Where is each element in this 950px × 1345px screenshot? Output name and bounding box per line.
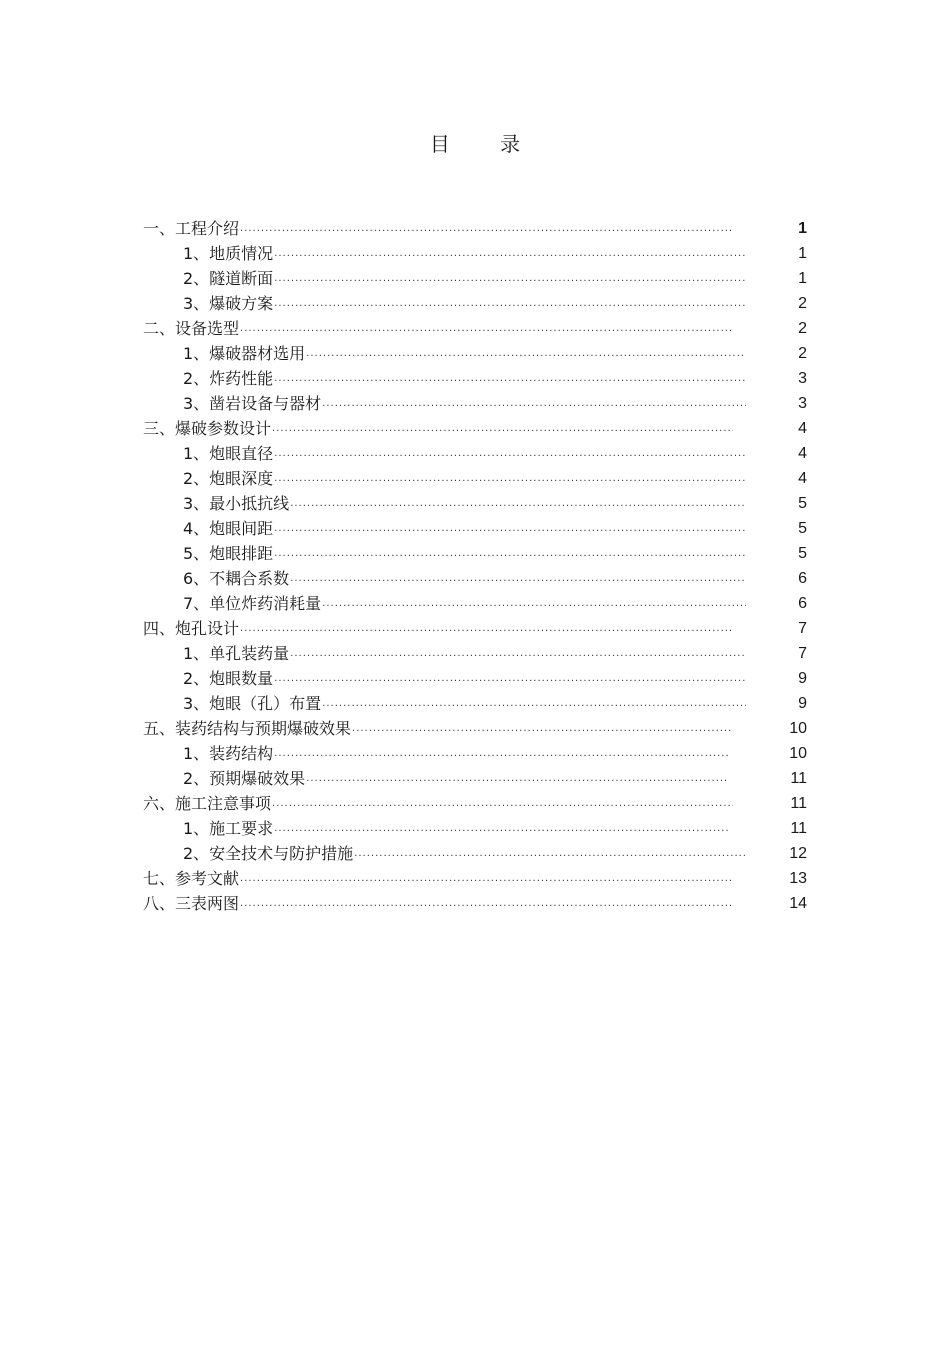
toc-subsection[interactable] — [143, 766, 813, 791]
toc-entry — [183, 366, 746, 394]
toc-label: 五、装药结构与预期爆破效果 — [143, 719, 352, 738]
toc-entry — [183, 266, 746, 294]
page-title: 目 录 — [429, 132, 543, 156]
toc-subsection[interactable] — [143, 591, 813, 616]
toc-label: 1、单孔装药量 — [183, 644, 290, 663]
toc-label: 2、炮眼深度 — [183, 469, 274, 488]
toc-page-number: 2 — [798, 295, 807, 312]
toc-page-number: 7 — [798, 645, 807, 662]
toc-subsection[interactable] — [143, 816, 813, 841]
toc-page-number: 2 — [798, 345, 807, 362]
toc-label: 2、安全技术与防护措施 — [183, 844, 354, 863]
toc-page-number: 10 — [789, 745, 807, 762]
toc-entry — [143, 616, 733, 644]
toc-page-number: 11 — [790, 820, 807, 837]
toc-entry — [143, 791, 733, 819]
toc-label: 一、工程介绍 — [143, 219, 240, 238]
toc-page-number: 5 — [798, 545, 807, 562]
toc-entry — [183, 241, 746, 269]
toc-page-number: 9 — [798, 695, 807, 712]
toc-subsection[interactable] — [143, 341, 813, 366]
toc-label: 1、爆破器材选用 — [183, 344, 306, 363]
toc-subsection[interactable] — [143, 566, 813, 591]
toc-section[interactable] — [143, 891, 813, 916]
toc-entry — [183, 491, 746, 519]
toc-subsection[interactable] — [143, 841, 813, 866]
toc-subsection[interactable] — [143, 541, 813, 566]
toc-entry — [143, 891, 733, 919]
toc-page-number: 2 — [798, 320, 807, 337]
toc-entry — [183, 291, 746, 319]
toc-subsection[interactable] — [143, 266, 813, 291]
toc-page-number: 14 — [789, 895, 807, 912]
toc-subsection[interactable] — [143, 391, 813, 416]
toc-subsection[interactable] — [143, 291, 813, 316]
toc-section[interactable] — [143, 866, 813, 891]
toc-label: 3、爆破方案 — [183, 294, 274, 313]
toc-label: 2、炮眼数量 — [183, 669, 274, 688]
toc-page-number: 11 — [790, 770, 807, 787]
toc-page-number: 7 — [798, 620, 807, 637]
toc-entry — [183, 641, 746, 669]
toc-entry — [143, 416, 733, 444]
toc-page-number: 3 — [798, 370, 807, 387]
toc-page-number: 6 — [798, 595, 807, 612]
toc-page-number: 1 — [798, 220, 807, 237]
toc-label: 七、参考文献 — [143, 869, 240, 888]
toc-label: 3、炮眼（孔）布置 — [183, 694, 322, 713]
toc-entry — [183, 566, 746, 594]
toc-entry — [183, 741, 728, 769]
toc-section[interactable] — [143, 791, 813, 816]
toc-entry — [183, 841, 746, 869]
toc-subsection[interactable] — [143, 466, 813, 491]
toc-section[interactable] — [143, 316, 813, 341]
toc-subsection[interactable] — [143, 691, 813, 716]
toc-subsection[interactable] — [143, 441, 813, 466]
toc-entry — [183, 391, 746, 419]
toc-label: 八、三表两图 — [143, 894, 240, 913]
toc-page-number: 1 — [798, 270, 807, 287]
toc-page-number: 4 — [798, 420, 807, 437]
toc-entry — [143, 216, 733, 244]
toc-page-number: 11 — [790, 795, 807, 812]
toc-label: 3、凿岩设备与器材 — [183, 394, 322, 413]
toc-label: 三、爆破参数设计 — [143, 419, 272, 438]
toc-section[interactable] — [143, 616, 813, 641]
toc-label: 1、地质情况 — [183, 244, 274, 263]
toc-entry — [183, 541, 746, 569]
toc-label: 4、炮眼间距 — [183, 519, 274, 538]
toc-label: 二、设备选型 — [143, 319, 240, 338]
toc-label: 2、预期爆破效果 — [183, 769, 306, 788]
toc-label: 7、单位炸药消耗量 — [183, 594, 322, 613]
toc-entry — [183, 441, 746, 469]
toc-subsection[interactable] — [143, 491, 813, 516]
toc-entry — [143, 316, 733, 344]
toc-page-number: 6 — [798, 570, 807, 587]
toc-entry — [183, 591, 746, 619]
toc-page-number: 4 — [798, 470, 807, 487]
toc-subsection[interactable] — [143, 241, 813, 266]
toc-section[interactable] — [143, 416, 813, 441]
toc-leader-dots — [240, 894, 733, 919]
toc-label: 1、炮眼直径 — [183, 444, 274, 463]
toc-page-number: 4 — [798, 445, 807, 462]
toc-page-number: 12 — [789, 845, 807, 862]
toc-label: 1、装药结构 — [183, 744, 274, 763]
toc-entry — [183, 816, 728, 844]
toc-page-number: 10 — [789, 720, 807, 737]
toc-subsection[interactable] — [143, 641, 813, 666]
toc-label: 六、施工注意事项 — [143, 794, 272, 813]
toc-subsection[interactable] — [143, 516, 813, 541]
toc-page-number: 1 — [798, 245, 807, 262]
table-of-contents — [143, 216, 813, 916]
toc-page-number: 3 — [798, 395, 807, 412]
toc-label: 1、施工要求 — [183, 819, 274, 838]
toc-section[interactable] — [143, 716, 813, 741]
toc-entry — [183, 666, 746, 694]
toc-label: 6、不耦合系数 — [183, 569, 290, 588]
toc-label: 2、炸药性能 — [183, 369, 274, 388]
toc-label: 2、隧道断面 — [183, 269, 274, 288]
toc-entry — [183, 341, 746, 369]
toc-label: 5、炮眼排距 — [183, 544, 274, 563]
toc-page-number: 13 — [789, 870, 807, 887]
toc-label: 四、炮孔设计 — [143, 619, 240, 638]
toc-page-number: 5 — [798, 520, 807, 537]
toc-entry — [183, 466, 746, 494]
toc-subsection[interactable] — [143, 666, 813, 691]
toc-entry — [143, 866, 733, 894]
toc-page-number: 5 — [798, 495, 807, 512]
toc-label: 3、最小抵抗线 — [183, 494, 290, 513]
toc-entry — [183, 516, 746, 544]
toc-section[interactable] — [143, 216, 813, 241]
toc-entry — [183, 766, 728, 794]
toc-subsection[interactable] — [143, 741, 813, 766]
toc-page-number: 9 — [798, 670, 807, 687]
toc-subsection[interactable] — [143, 366, 813, 391]
toc-entry — [183, 691, 746, 719]
toc-entry — [143, 716, 733, 744]
